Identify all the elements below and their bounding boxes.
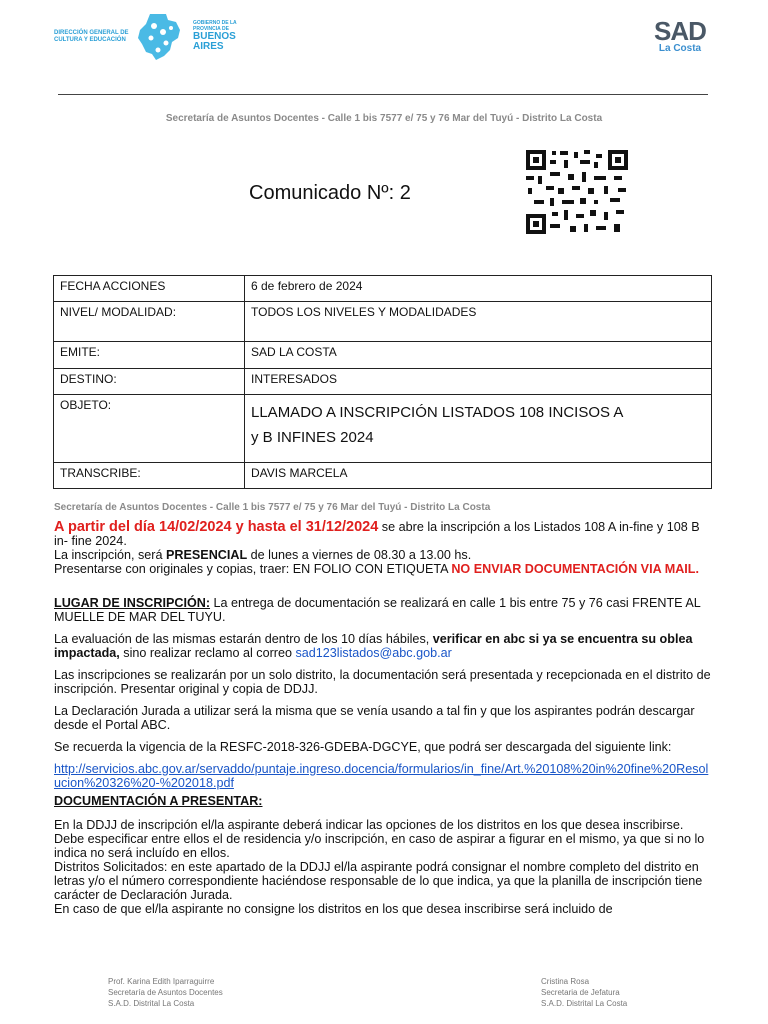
row-key-transcribe: TRANSCRIBE: xyxy=(54,463,245,489)
presencial-text-a: La inscripción, será xyxy=(54,548,166,562)
gba-logo xyxy=(193,20,253,52)
row-value-destino: INTERESADOS xyxy=(245,369,712,395)
footer-signature-right xyxy=(541,976,627,1009)
paragraph-evaluacion xyxy=(54,632,714,660)
document-body xyxy=(54,520,714,916)
row-key-fecha: FECHA ACCIONES xyxy=(54,276,245,302)
resolution-link[interactable]: http://servicios.abc.gov.ar/servaddo/puntaje.ingreso.docencia/formularios/in_fine/Art.%20108%20in%20fine%20Resolucion%20326%20-%202018.pdf xyxy=(54,762,709,790)
table-row xyxy=(54,463,712,489)
header-address: Secretaría de Asuntos Docentes - Calle 1 bis 7577 e/ 75 y 76 Mar del Tuyú - Distrito La Costa xyxy=(165,113,603,124)
objeto-line-2: y B INFINES 2024 xyxy=(251,429,374,446)
table-row xyxy=(54,342,712,369)
footer-signature-left xyxy=(108,976,223,1009)
row-key-emite: EMITE: xyxy=(54,342,245,369)
paragraph-doc3: En caso de que el/la aspirante no consigne los distritos en los que desea inscribirse será incluido de xyxy=(54,902,613,916)
no-mail-warning: NO ENVIAR DOCUMENTACIÓN VIA MAIL. xyxy=(451,562,699,576)
dgce-logo xyxy=(54,30,134,44)
gba-big-2: AIRES xyxy=(193,41,224,52)
sad-logo-text: SAD xyxy=(654,16,706,46)
footer-left-name: Prof. Karina Edith Iparraguirre xyxy=(108,977,215,986)
presencial-bold: PRESENCIAL xyxy=(166,548,248,562)
paragraph-originales xyxy=(54,562,714,576)
objeto-line-1: LLAMADO A INSCRIPCIÓN LISTADOS 108 INCISOS A xyxy=(251,404,624,421)
province-map-icon xyxy=(136,12,182,62)
eval-bold: verificar en abc si ya se encuentra su oblea impactada, xyxy=(54,632,693,660)
sad-logo-subtitle: La Costa xyxy=(658,43,702,54)
paragraph-resolucion: Se recuerda la vigencia de la RESFC-2018-326-GDEBA-DGCYE, que podrá ser descargada del siguiente link: xyxy=(54,740,672,754)
info-table xyxy=(53,275,712,489)
eval-text-c: sino realizar reclamo al correo xyxy=(119,646,296,660)
paragraph-link xyxy=(54,762,714,790)
row-key-destino: DESTINO: xyxy=(54,369,245,395)
row-value-emite: SAD LA COSTA xyxy=(245,342,712,369)
email-link[interactable]: sad123listados@abc.gob.ar xyxy=(295,646,452,660)
lugar-text: La entrega de documentación se realizará en calle 1 bis entre 75 y 76 casi FRENTE AL MUELLE DE MAR DEL TUYU. xyxy=(54,596,701,624)
row-key-objeto: OBJETO: xyxy=(54,395,245,463)
table-row xyxy=(54,276,712,302)
table-row xyxy=(54,369,712,395)
eval-text-a: La evaluación de las mismas estarán dentro de los 10 días hábiles, xyxy=(54,632,433,646)
table-row xyxy=(54,302,712,342)
footer-right-office: S.A.D. Distrital La Costa xyxy=(541,999,628,1008)
paragraph-presencial xyxy=(54,548,714,562)
qr-code-icon xyxy=(524,148,630,236)
header-divider xyxy=(58,94,708,95)
page-title: Comunicado Nº: 2 xyxy=(249,182,411,204)
paragraph-doc2: Distritos Solicitados: en este apartado de la DDJJ el/la aspirante podrá consignar el nombre completo del distrito en letras y/o el número correspondiente haciéndose responsable de lo que indica, ya que la planilla de inscripción tiene carácter de Declaración Jurada. xyxy=(54,860,703,902)
gba-small-1: GOBIERNO DE LA xyxy=(193,20,237,26)
documentacion-label: DOCUMENTACIÓN A PRESENTAR: xyxy=(54,794,263,808)
table-row xyxy=(54,395,712,463)
row-value-transcribe: DAVIS MARCELA xyxy=(245,463,712,489)
footer-left-office: S.A.D. Distrital La Costa xyxy=(108,999,195,1008)
lugar-label: LUGAR DE INSCRIPCIÓN: xyxy=(54,596,211,610)
dates-highlight: A partir del día 14/02/2024 y hasta el 31/12/2024 xyxy=(54,519,379,535)
footer-left-role: Secretaría de Asuntos Docentes xyxy=(108,988,223,997)
body-address: Secretaría de Asuntos Docentes - Calle 1 bis 7577 e/ 75 y 76 Mar del Tuyú - Distrito La Costa xyxy=(54,502,491,513)
footer-right-name: Cristina Rosa xyxy=(541,977,590,986)
originales-text: Presentarse con originales y copias, traer: EN FOLIO CON ETIQUETA xyxy=(54,562,452,576)
paragraph-lugar xyxy=(54,596,714,624)
paragraph-ddjj: La Declaración Jurada a utilizar será la misma que se venía usando a tal fin y que los aspirantes podrán descargar desde el Portal ABC. xyxy=(54,704,695,732)
header xyxy=(0,8,768,68)
dgce-line-1: DIRECCIÓN GENERAL DE xyxy=(54,30,129,36)
dates-text: se abre la inscripción a los Listados 108 A in-fine y 108 B in- fine 2024. xyxy=(54,520,700,548)
paragraph-doc1: En la DDJJ de inscripción el/la aspirante deberá indicar las opciones de los distritos en los que desea inscribirse. Debe especificar entre ellos el de residencia y/o inscripción, en caso de aspirar a figurar en el mismo, ya que si no lo indica no será incluído en ellos. xyxy=(54,818,705,860)
presencial-text-c: de lunes a viernes de 08.30 a 13.00 hs. xyxy=(247,548,472,562)
row-key-nivel: NIVEL/ MODALIDAD: xyxy=(54,302,245,342)
dgce-line-2: CULTURA Y EDUCACIÓN xyxy=(54,37,126,43)
gba-small-2: PROVINCIA DE xyxy=(193,26,229,32)
footer-right-role: Secretaria de Jefatura xyxy=(541,988,620,997)
row-value-nivel: TODOS LOS NIVELES Y MODALIDADES xyxy=(245,302,712,342)
row-value-fecha: 6 de febrero de 2024 xyxy=(245,276,712,302)
row-value-objeto xyxy=(245,395,712,463)
paragraph-distrito: Las inscripciones se realizarán por un solo distrito, la documentación será presentada y recepcionada en el distrito de inscripción. Presentar original y copia de DDJJ. xyxy=(54,668,711,696)
sad-logo xyxy=(650,18,710,54)
gba-big-1: BUENOS xyxy=(193,31,236,42)
paragraph-doc-label xyxy=(54,794,714,808)
paragraph-dates xyxy=(54,520,714,548)
